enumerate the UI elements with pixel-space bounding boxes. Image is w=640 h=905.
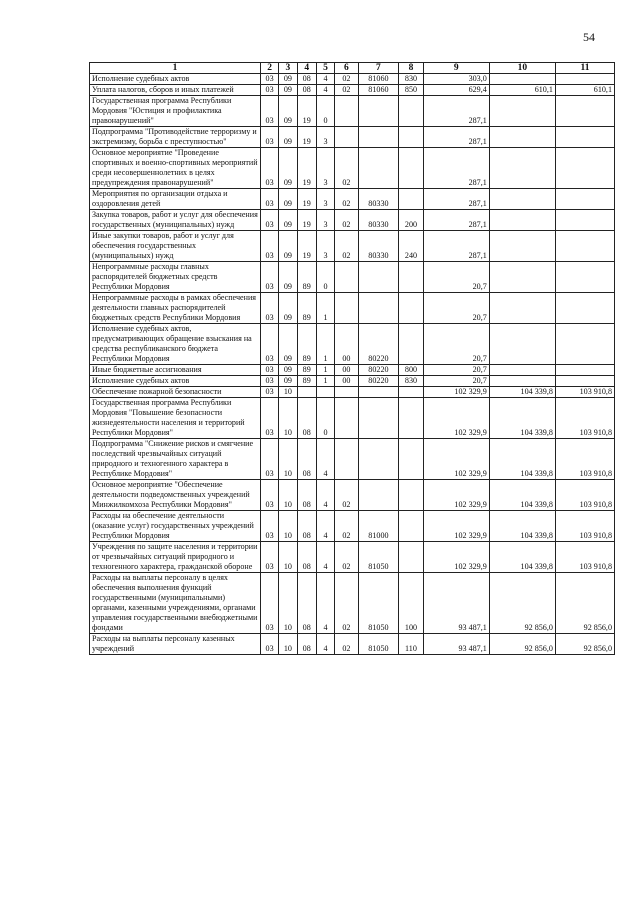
- cell-col-7: 81060: [358, 85, 399, 96]
- cell-col-9: 20,7: [423, 376, 489, 387]
- column-header: 8: [399, 63, 423, 74]
- cell-col-5: 1: [316, 293, 334, 324]
- cell-col-8: [399, 398, 423, 439]
- cell-col-6: [335, 398, 358, 439]
- cell-col-8: [399, 189, 423, 210]
- cell-col-10: [489, 231, 555, 262]
- column-header: 11: [555, 63, 614, 74]
- cell-col-11: [555, 365, 614, 376]
- cell-col-10: [489, 74, 555, 85]
- cell-col-6: 02: [335, 74, 358, 85]
- cell-col-2: 03: [260, 127, 278, 148]
- cell-col-6: 02: [335, 148, 358, 189]
- cell-col-4: 19: [297, 148, 316, 189]
- cell-col-5: 3: [316, 231, 334, 262]
- row-name-cell: Уплата налогов, сборов и иных платежей: [90, 85, 261, 96]
- page-number: 54: [583, 30, 595, 44]
- cell-col-2: 03: [260, 189, 278, 210]
- table-row: [90, 480, 615, 511]
- cell-col-4: 89: [297, 376, 316, 387]
- cell-col-3: 09: [279, 262, 297, 293]
- cell-col-4: 19: [297, 96, 316, 127]
- cell-col-7: 80330: [358, 189, 399, 210]
- cell-col-4: 19: [297, 127, 316, 148]
- cell-col-11: [555, 324, 614, 365]
- budget-table: [89, 62, 615, 655]
- cell-col-10: 104 339,8: [489, 480, 555, 511]
- row-name-cell: Непрограммные расходы в рамках обеспечения деятельности главных распорядителей бюджетных средств Республики Мордовия: [90, 293, 261, 324]
- cell-col-10: 92 856,0: [489, 573, 555, 634]
- cell-col-11: 92 856,0: [555, 573, 614, 634]
- cell-col-7: 80330: [358, 210, 399, 231]
- cell-col-5: 3: [316, 127, 334, 148]
- row-name-cell: Государственная программа Республики Мордовия "Повышение безопасности жизнедеятельности населения и территорий Республики Мордовия": [90, 398, 261, 439]
- cell-col-9: 102 329,9: [423, 542, 489, 573]
- cell-col-3: 10: [279, 511, 297, 542]
- cell-col-8: [399, 293, 423, 324]
- cell-col-7: [358, 439, 399, 480]
- table-row: [90, 324, 615, 365]
- table-row: [90, 210, 615, 231]
- cell-col-7: [358, 262, 399, 293]
- cell-col-9: 287,1: [423, 96, 489, 127]
- cell-col-5: 4: [316, 542, 334, 573]
- cell-col-4: 08: [297, 439, 316, 480]
- cell-col-9: 629,4: [423, 85, 489, 96]
- cell-col-6: [335, 439, 358, 480]
- cell-col-2: 03: [260, 231, 278, 262]
- cell-col-8: [399, 511, 423, 542]
- cell-col-11: [555, 148, 614, 189]
- cell-col-2: 03: [260, 398, 278, 439]
- cell-col-9: 287,1: [423, 148, 489, 189]
- cell-col-2: 03: [260, 439, 278, 480]
- cell-col-8: 110: [399, 634, 423, 655]
- row-name-cell: Иные бюджетные ассигнования: [90, 365, 261, 376]
- cell-col-8: [399, 262, 423, 293]
- cell-col-9: 287,1: [423, 189, 489, 210]
- cell-col-11: 92 856,0: [555, 634, 614, 655]
- column-header: 10: [489, 63, 555, 74]
- cell-col-11: [555, 293, 614, 324]
- cell-col-4: 89: [297, 262, 316, 293]
- cell-col-10: [489, 262, 555, 293]
- cell-col-7: [358, 148, 399, 189]
- cell-col-4: 08: [297, 573, 316, 634]
- cell-col-3: 10: [279, 542, 297, 573]
- table-row: [90, 439, 615, 480]
- cell-col-6: [335, 262, 358, 293]
- table-row: [90, 542, 615, 573]
- cell-col-3: 09: [279, 96, 297, 127]
- table-row: [90, 293, 615, 324]
- row-name-cell: Расходы на обеспечение деятельности (оказание услуг) государственных учреждений Республики Мордовия: [90, 511, 261, 542]
- cell-col-11: [555, 376, 614, 387]
- cell-col-10: 104 339,8: [489, 439, 555, 480]
- row-name-cell: Мероприятия по организации отдыха и оздоровления детей: [90, 189, 261, 210]
- cell-col-3: 09: [279, 376, 297, 387]
- cell-col-5: 3: [316, 148, 334, 189]
- column-header: 2: [260, 63, 278, 74]
- cell-col-5: 0: [316, 398, 334, 439]
- cell-col-4: 19: [297, 231, 316, 262]
- cell-col-2: 03: [260, 511, 278, 542]
- cell-col-4: 89: [297, 324, 316, 365]
- cell-col-7: 80220: [358, 376, 399, 387]
- cell-col-2: 03: [260, 542, 278, 573]
- cell-col-4: 19: [297, 189, 316, 210]
- cell-col-5: 0: [316, 96, 334, 127]
- cell-col-2: 03: [260, 480, 278, 511]
- row-name-cell: Закупка товаров, работ и услуг для обеспечения государственных (муниципальных) нужд: [90, 210, 261, 231]
- cell-col-9: 303,0: [423, 74, 489, 85]
- cell-col-4: 08: [297, 542, 316, 573]
- cell-col-5: 4: [316, 439, 334, 480]
- table-row: [90, 96, 615, 127]
- cell-col-9: 93 487,1: [423, 573, 489, 634]
- cell-col-7: [358, 387, 399, 398]
- cell-col-8: [399, 324, 423, 365]
- cell-col-5: 3: [316, 189, 334, 210]
- cell-col-6: 02: [335, 634, 358, 655]
- cell-col-4: 08: [297, 634, 316, 655]
- cell-col-3: 10: [279, 439, 297, 480]
- table-row: [90, 511, 615, 542]
- cell-col-7: [358, 96, 399, 127]
- cell-col-5: 4: [316, 85, 334, 96]
- cell-col-7: [358, 480, 399, 511]
- cell-col-9: 20,7: [423, 324, 489, 365]
- column-header: 7: [358, 63, 399, 74]
- cell-col-5: 4: [316, 634, 334, 655]
- cell-col-11: [555, 210, 614, 231]
- cell-col-7: 81000: [358, 511, 399, 542]
- cell-col-8: [399, 439, 423, 480]
- cell-col-6: 00: [335, 324, 358, 365]
- row-name-cell: Учреждения по защите населения и территории от чрезвычайных ситуаций природного и техногенного характера, гражданской обороне: [90, 542, 261, 573]
- cell-col-10: [489, 376, 555, 387]
- cell-col-7: [358, 398, 399, 439]
- cell-col-11: 103 910,8: [555, 439, 614, 480]
- table-row: [90, 148, 615, 189]
- cell-col-10: [489, 148, 555, 189]
- cell-col-3: 09: [279, 210, 297, 231]
- table-row: [90, 74, 615, 85]
- row-name-cell: Основное мероприятие "Обеспечение деятельности подведомственных учреждений Минжилкомхоза Республики Мордовия": [90, 480, 261, 511]
- column-header: 4: [297, 63, 316, 74]
- row-name-cell: Подпрограмма "Снижение рисков и смягчение последствий чрезвычайных ситуаций природного и техногенного характера в Республике Мордовия": [90, 439, 261, 480]
- cell-col-9: 20,7: [423, 365, 489, 376]
- cell-col-2: 03: [260, 148, 278, 189]
- cell-col-9: 102 329,9: [423, 439, 489, 480]
- cell-col-8: 100: [399, 573, 423, 634]
- cell-col-9: 287,1: [423, 127, 489, 148]
- cell-col-5: 1: [316, 376, 334, 387]
- table-row: [90, 387, 615, 398]
- column-header: 5: [316, 63, 334, 74]
- cell-col-3: 09: [279, 231, 297, 262]
- cell-col-6: 02: [335, 189, 358, 210]
- column-header: 3: [279, 63, 297, 74]
- cell-col-11: 103 910,8: [555, 511, 614, 542]
- cell-col-2: 03: [260, 210, 278, 231]
- cell-col-6: 02: [335, 210, 358, 231]
- table-row: [90, 127, 615, 148]
- row-name-cell: Подпрограмма "Противодействие терроризму и экстремизму, борьба с преступностью": [90, 127, 261, 148]
- cell-col-7: [358, 293, 399, 324]
- row-name-cell: Исполнение судебных актов, предусматривающих обращение взыскания на средства республиканского бюджета Республики Мордовия: [90, 324, 261, 365]
- cell-col-8: 800: [399, 365, 423, 376]
- cell-col-3: 10: [279, 398, 297, 439]
- cell-col-9: 20,7: [423, 293, 489, 324]
- cell-col-3: 09: [279, 365, 297, 376]
- cell-col-6: 02: [335, 542, 358, 573]
- cell-col-8: [399, 480, 423, 511]
- cell-col-10: 104 339,8: [489, 542, 555, 573]
- table-header-row: [90, 63, 615, 74]
- cell-col-10: [489, 127, 555, 148]
- cell-col-11: 103 910,8: [555, 387, 614, 398]
- cell-col-2: 03: [260, 74, 278, 85]
- cell-col-8: [399, 542, 423, 573]
- cell-col-4: 08: [297, 85, 316, 96]
- cell-col-3: 09: [279, 189, 297, 210]
- cell-col-3: 10: [279, 387, 297, 398]
- cell-col-11: 610,1: [555, 85, 614, 96]
- cell-col-2: 03: [260, 85, 278, 96]
- table-row: [90, 573, 615, 634]
- cell-col-11: [555, 74, 614, 85]
- cell-col-10: 610,1: [489, 85, 555, 96]
- cell-col-3: 10: [279, 573, 297, 634]
- cell-col-4: 08: [297, 398, 316, 439]
- cell-col-3: 09: [279, 293, 297, 324]
- row-name-cell: Исполнение судебных актов: [90, 74, 261, 85]
- row-name-cell: Расходы на выплаты персоналу в целях обеспечения выполнения функций государственными (муниципальными) органами, казенными учреждениями, органами управления государственными внебюджетными фондами: [90, 573, 261, 634]
- cell-col-2: 03: [260, 293, 278, 324]
- cell-col-6: 02: [335, 231, 358, 262]
- cell-col-4: 89: [297, 293, 316, 324]
- table-row: [90, 85, 615, 96]
- column-header: 6: [335, 63, 358, 74]
- cell-col-8: 850: [399, 85, 423, 96]
- table-row: [90, 376, 615, 387]
- cell-col-2: 03: [260, 365, 278, 376]
- cell-col-11: [555, 127, 614, 148]
- cell-col-4: 19: [297, 210, 316, 231]
- column-header: 1: [90, 63, 261, 74]
- cell-col-7: 80220: [358, 365, 399, 376]
- cell-col-10: [489, 365, 555, 376]
- cell-col-6: [335, 127, 358, 148]
- cell-col-8: [399, 127, 423, 148]
- cell-col-8: [399, 148, 423, 189]
- cell-col-10: 92 856,0: [489, 634, 555, 655]
- cell-col-10: [489, 324, 555, 365]
- cell-col-5: 4: [316, 573, 334, 634]
- cell-col-8: 200: [399, 210, 423, 231]
- cell-col-3: 09: [279, 324, 297, 365]
- cell-col-3: 09: [279, 85, 297, 96]
- cell-col-3: 10: [279, 634, 297, 655]
- table-row: [90, 634, 615, 655]
- cell-col-10: [489, 210, 555, 231]
- table-row: [90, 189, 615, 210]
- cell-col-8: 830: [399, 74, 423, 85]
- row-name-cell: Расходы на выплаты персоналу казенных учреждений: [90, 634, 261, 655]
- column-header: 9: [423, 63, 489, 74]
- cell-col-6: 00: [335, 365, 358, 376]
- cell-col-2: 03: [260, 573, 278, 634]
- cell-col-9: 93 487,1: [423, 634, 489, 655]
- cell-col-5: 4: [316, 74, 334, 85]
- table-row: [90, 262, 615, 293]
- cell-col-11: [555, 189, 614, 210]
- cell-col-7: 81050: [358, 573, 399, 634]
- cell-col-7: 81050: [358, 542, 399, 573]
- cell-col-10: [489, 189, 555, 210]
- cell-col-5: 0: [316, 262, 334, 293]
- cell-col-3: 09: [279, 74, 297, 85]
- table-row: [90, 398, 615, 439]
- cell-col-11: 103 910,8: [555, 398, 614, 439]
- cell-col-4: 08: [297, 74, 316, 85]
- cell-col-10: 104 339,8: [489, 387, 555, 398]
- cell-col-11: 103 910,8: [555, 542, 614, 573]
- cell-col-7: 80330: [358, 231, 399, 262]
- cell-col-6: 00: [335, 376, 358, 387]
- cell-col-5: 4: [316, 480, 334, 511]
- cell-col-9: 102 329,9: [423, 398, 489, 439]
- cell-col-10: 104 339,8: [489, 511, 555, 542]
- cell-col-11: [555, 231, 614, 262]
- cell-col-9: 20,7: [423, 262, 489, 293]
- cell-col-2: 03: [260, 262, 278, 293]
- cell-col-2: 03: [260, 324, 278, 365]
- cell-col-5: [316, 387, 334, 398]
- cell-col-6: 02: [335, 85, 358, 96]
- cell-col-7: 80220: [358, 324, 399, 365]
- cell-col-9: 287,1: [423, 231, 489, 262]
- cell-col-2: 03: [260, 96, 278, 127]
- cell-col-2: 03: [260, 634, 278, 655]
- cell-col-11: [555, 262, 614, 293]
- row-name-cell: Исполнение судебных актов: [90, 376, 261, 387]
- cell-col-5: 1: [316, 365, 334, 376]
- cell-col-9: 287,1: [423, 210, 489, 231]
- row-name-cell: Государственная программа Республики Мордовия "Юстиция и профилактика правонарушений": [90, 96, 261, 127]
- cell-col-4: [297, 387, 316, 398]
- cell-col-6: [335, 387, 358, 398]
- cell-col-9: 102 329,9: [423, 387, 489, 398]
- cell-col-10: 104 339,8: [489, 398, 555, 439]
- cell-col-6: 02: [335, 511, 358, 542]
- cell-col-10: [489, 293, 555, 324]
- row-name-cell: Иные закупки товаров, работ и услуг для обеспечения государственных (муниципальных) нужд: [90, 231, 261, 262]
- cell-col-4: 08: [297, 511, 316, 542]
- cell-col-6: [335, 293, 358, 324]
- cell-col-3: 10: [279, 480, 297, 511]
- cell-col-8: 830: [399, 376, 423, 387]
- cell-col-2: 03: [260, 387, 278, 398]
- row-name-cell: Непрограммные расходы главных распорядителей бюджетных средств Республики Мордовия: [90, 262, 261, 293]
- row-name-cell: Обеспечение пожарной безопасности: [90, 387, 261, 398]
- cell-col-9: 102 329,9: [423, 511, 489, 542]
- cell-col-7: 81050: [358, 634, 399, 655]
- cell-col-8: [399, 96, 423, 127]
- cell-col-3: 09: [279, 127, 297, 148]
- cell-col-5: 1: [316, 324, 334, 365]
- cell-col-9: 102 329,9: [423, 480, 489, 511]
- cell-col-6: 02: [335, 480, 358, 511]
- cell-col-7: [358, 127, 399, 148]
- cell-col-6: 02: [335, 573, 358, 634]
- cell-col-10: [489, 96, 555, 127]
- cell-col-11: [555, 96, 614, 127]
- row-name-cell: Основное мероприятие "Проведение спортивных и военно-спортивных мероприятий среди несовершеннолетних в целях предупреждения правонарушений": [90, 148, 261, 189]
- table-row: [90, 231, 615, 262]
- cell-col-6: [335, 96, 358, 127]
- cell-col-8: [399, 387, 423, 398]
- cell-col-11: 103 910,8: [555, 480, 614, 511]
- cell-col-8: 240: [399, 231, 423, 262]
- cell-col-4: 89: [297, 365, 316, 376]
- cell-col-7: 81060: [358, 74, 399, 85]
- cell-col-5: 4: [316, 511, 334, 542]
- cell-col-3: 09: [279, 148, 297, 189]
- table-row: [90, 365, 615, 376]
- cell-col-2: 03: [260, 376, 278, 387]
- cell-col-5: 3: [316, 210, 334, 231]
- cell-col-4: 08: [297, 480, 316, 511]
